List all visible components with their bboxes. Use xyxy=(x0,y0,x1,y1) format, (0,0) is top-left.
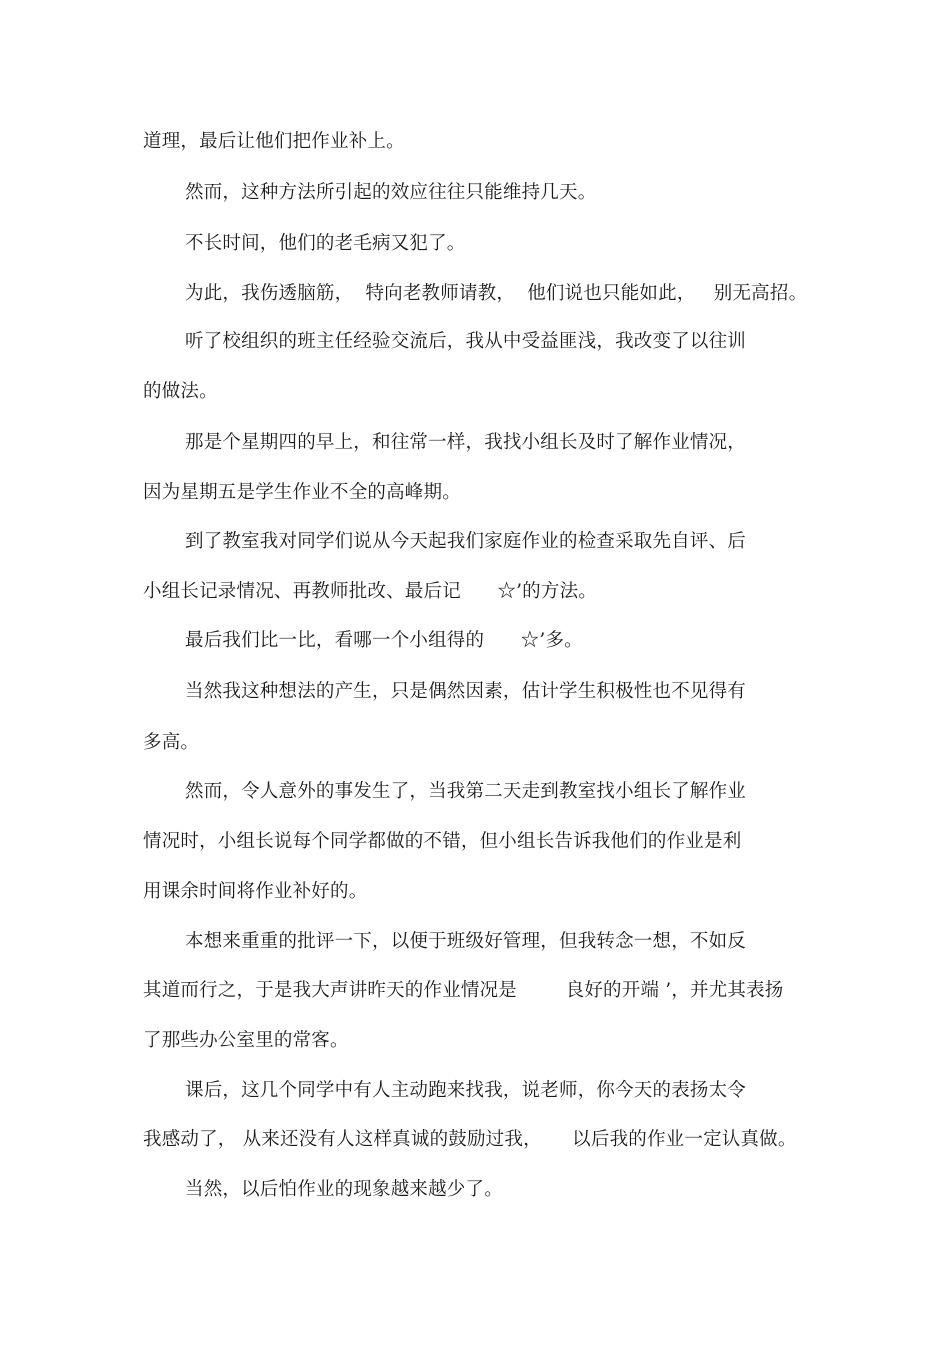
text-line: 我感动了， 从来还没有人这样真诚的鼓励过我， 以后我的作业一定认真做。 xyxy=(143,1129,797,1150)
text-line: 课后，这几个同学中有人主动跑来找我，说老师，你今天的表扬太令 xyxy=(185,1080,747,1101)
text-line: 最后我们比一比，看哪一个小组得的 ☆’多。 xyxy=(185,630,583,651)
text-line: 然而，这种方法所引起的效应往往只能维持几天。 xyxy=(185,182,597,203)
text-line: 因为星期五是学生作业不全的高峰期。 xyxy=(143,482,461,503)
text-line: 到了教室我对同学们说从今天起我们家庭作业的检查采取先自评、后 xyxy=(185,531,747,552)
text-line: 用课余时间将作业补好的。 xyxy=(143,881,368,902)
text-line: 情况时，小组长说每个同学都做的不错，但小组长告诉我他们的作业是利 xyxy=(143,831,742,852)
text-line: 为此，我伤透脑筋， 特向老教师请教， 他们说也只能如此， 别无高招。 xyxy=(185,283,808,304)
text-line: 当然，以后怕作业的现象越来越少了。 xyxy=(185,1179,503,1200)
text-line: 那是个星期四的早上，和往常一样，我找小组长及时了解作业情况， xyxy=(185,432,747,453)
text-line: 本想来重重的批评一下，以便于班级好管理，但我转念一想，不如反 xyxy=(185,931,747,952)
text-line: 了那些办公室里的常客。 xyxy=(143,1030,349,1051)
text-line: 然而，令人意外的事发生了，当我第二天走到教室找小组长了解作业 xyxy=(185,781,747,802)
text-line: 多高。 xyxy=(143,732,200,753)
text-line: 道理，最后让他们把作业补上。 xyxy=(143,131,405,152)
text-line: 其道而行之，于是我大声讲昨天的作业情况是 良好的开端 ’，并尤其表扬 xyxy=(143,980,784,1001)
text-line: 的做法。 xyxy=(143,381,218,402)
text-line: 不长时间，他们的老毛病又犯了。 xyxy=(185,233,466,254)
text-line: 听了校组织的班主任经验交流后，我从中受益匪浅，我改变了以往训 xyxy=(185,331,747,352)
text-line: 小组长记录情况、再教师批改、最后记 ☆’的方法。 xyxy=(143,581,597,602)
text-line: 当然我这种想法的产生，只是偶然因素，估计学生积极性也不见得有 xyxy=(185,681,747,702)
